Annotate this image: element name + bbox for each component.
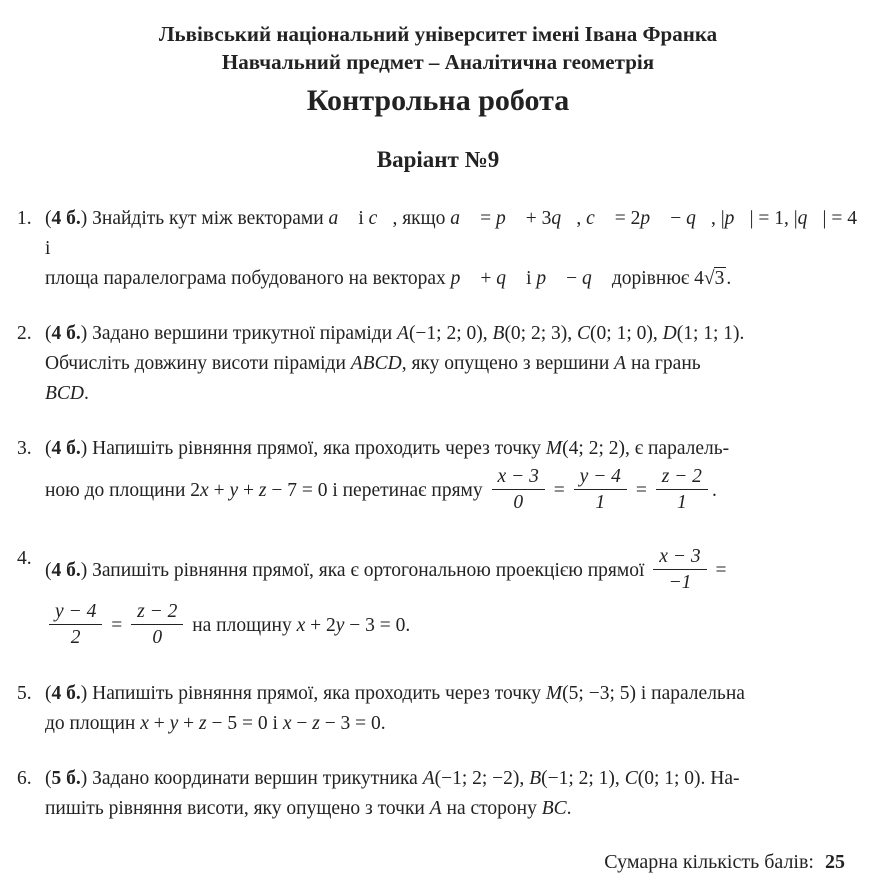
- math-fragment: A: [422, 768, 435, 789]
- problem-line: [45, 434, 859, 464]
- text-fragment: ,: [576, 208, 587, 229]
- university-name: Львівський національний університет імені Івана Франка: [158, 22, 718, 46]
- math-fragment: c⃗: [586, 208, 610, 229]
- text-fragment: , яку опущено з вершини: [401, 353, 615, 374]
- text-fragment: пишіть рівняння висоти, яку опущено з точки: [45, 798, 430, 819]
- text-fragment: і: [521, 268, 537, 289]
- text-fragment: (4; 2; 2), є паралель-: [562, 438, 730, 459]
- problem-line: [45, 349, 859, 379]
- fraction-denominator: 0: [131, 624, 183, 650]
- math-fragment: q⃗: [686, 208, 711, 229]
- math-fragment: q⃗: [496, 268, 522, 289]
- subject-line: Навчальний предмет – Аналітична геометрія: [221, 50, 655, 74]
- fraction: [131, 599, 183, 650]
- problem-line: [45, 544, 859, 599]
- math-fragment: M: [545, 438, 563, 459]
- text-fragment: =: [106, 614, 128, 636]
- fraction-numerator: y − 4: [579, 466, 621, 487]
- text-fragment: дорівнює 4: [606, 268, 704, 289]
- problem-number: 5.: [17, 683, 32, 704]
- text-fragment: + 3: [520, 208, 552, 229]
- math-fragment: x: [200, 479, 209, 501]
- fraction-numerator: z − 2: [137, 601, 178, 622]
- fraction: [656, 464, 708, 515]
- math-fragment: q⃗: [582, 268, 607, 289]
- problem: [17, 544, 859, 654]
- fraction-numerator: x − 3: [497, 466, 539, 487]
- text-fragment: | = 4 і: [45, 208, 857, 259]
- math-fragment: z: [258, 479, 267, 501]
- text-fragment: .: [566, 798, 572, 819]
- math-fragment: p⃗: [495, 208, 521, 229]
- points-value: 4 б.: [51, 323, 81, 344]
- math-fragment: p⃗: [536, 268, 562, 289]
- problem-line: [45, 204, 859, 264]
- fraction: [574, 464, 627, 515]
- text-fragment: (5; −3; 5) і паралельна: [562, 683, 745, 704]
- fraction-numerator: z − 2: [661, 466, 702, 487]
- fraction: [653, 544, 706, 595]
- text-fragment: .: [726, 268, 732, 289]
- text-fragment: (−1; 2; 0),: [408, 323, 493, 344]
- fraction-numerator: x − 3: [659, 546, 701, 567]
- sqrt-radicand: 3: [714, 268, 725, 289]
- math-fragment: M: [545, 683, 563, 704]
- text-fragment: − 5 = 0 і: [206, 713, 283, 734]
- fraction-denominator: −1: [653, 569, 706, 595]
- text-fragment: − 3 = 0.: [344, 614, 411, 636]
- points-value: 4 б.: [51, 438, 81, 459]
- points-value: 5 б.: [51, 768, 81, 789]
- text-fragment: =: [548, 479, 570, 501]
- footer-label: Сумарна кількість балів:: [604, 851, 814, 873]
- problem-line: [45, 379, 859, 409]
- fraction: [49, 599, 102, 650]
- points-value: 4 б.: [51, 559, 81, 581]
- math-fragment: p⃗: [640, 208, 666, 229]
- text-fragment: (1; 1; 1).: [676, 323, 745, 344]
- math-fragment: q⃗: [797, 208, 823, 229]
- problem-line: [45, 264, 859, 294]
- text-fragment: − 7 = 0 і перетинає пряму: [266, 479, 488, 501]
- text-fragment: (: [45, 768, 52, 789]
- text-fragment: .: [84, 383, 89, 404]
- text-fragment: (: [45, 559, 52, 581]
- text-fragment: +: [475, 268, 497, 289]
- math-fragment: y: [229, 479, 239, 501]
- math-fragment: a⃗: [450, 208, 476, 229]
- problem: [17, 679, 859, 739]
- text-fragment: (: [45, 438, 52, 459]
- math-fragment: c⃗: [368, 208, 393, 229]
- text-fragment: − 3 = 0.: [319, 713, 386, 734]
- text-fragment: (0; 1; 0),: [590, 323, 663, 344]
- footer: [17, 849, 859, 881]
- text-fragment: до площин: [45, 713, 141, 734]
- fraction-denominator: 1: [656, 489, 708, 515]
- problem-line: [45, 764, 859, 794]
- math-fragment: BCD: [45, 383, 84, 404]
- math-fragment: B: [529, 768, 542, 789]
- problem-content: [45, 204, 859, 294]
- text-fragment: (−1; 2; −2),: [434, 768, 530, 789]
- problem-content: [45, 544, 859, 654]
- problem-line: [45, 599, 859, 654]
- problem: [17, 764, 859, 824]
- text-fragment: +: [208, 479, 230, 501]
- text-fragment: ) Знайдіть кут між векторами: [80, 208, 329, 229]
- problem: [17, 319, 859, 409]
- fraction-numerator: y − 4: [55, 601, 97, 622]
- problem-line: [45, 679, 859, 709]
- text-fragment: −: [561, 268, 583, 289]
- document-title: Контрольна робота: [306, 84, 570, 117]
- text-fragment: ) Напишіть рівняння прямої, яка проходить через точку: [80, 683, 546, 704]
- points-value: 4 б.: [51, 208, 81, 229]
- math-fragment: A: [614, 353, 627, 374]
- text-fragment: −: [291, 713, 313, 734]
- problem-number: 6.: [17, 768, 32, 789]
- text-fragment: ) Задано координати вершин трикутника: [80, 768, 423, 789]
- radical-icon: √: [703, 268, 714, 289]
- text-fragment: +: [148, 713, 170, 734]
- text-fragment: | = 1, |: [749, 208, 798, 229]
- points-value: 4 б.: [51, 683, 81, 704]
- math-fragment: a⃗: [328, 208, 354, 229]
- problem-content: [45, 434, 859, 519]
- fraction-denominator: 1: [574, 489, 627, 515]
- text-fragment: −: [665, 208, 687, 229]
- problem-line: [45, 794, 859, 824]
- text-fragment: (−1; 2; 1),: [541, 768, 625, 789]
- problem-number: 1.: [17, 208, 32, 229]
- text-fragment: =: [475, 208, 496, 229]
- math-fragment: z: [199, 713, 207, 734]
- problem-number: 2.: [17, 323, 32, 344]
- math-fragment: q⃗: [551, 208, 577, 229]
- text-fragment: Обчисліть довжину висоти піраміди: [45, 353, 351, 374]
- math-fragment: BC: [541, 798, 567, 819]
- math-fragment: y: [169, 713, 179, 734]
- footer-value: 25: [825, 851, 845, 873]
- text-fragment: +: [178, 713, 200, 734]
- text-fragment: = 2: [609, 208, 641, 229]
- math-fragment: p⃗: [450, 268, 476, 289]
- text-fragment: на грань: [626, 353, 701, 374]
- text-fragment: на площину: [187, 614, 297, 636]
- math-fragment: A: [429, 798, 442, 819]
- math-fragment: p⃗: [724, 208, 750, 229]
- text-fragment: на сторону: [441, 798, 542, 819]
- math-fragment: z: [312, 713, 320, 734]
- text-fragment: ) Напишіть рівняння прямої, яка проходить через точку: [80, 438, 546, 459]
- document-header: [17, 20, 859, 174]
- problem-number: 4.: [17, 548, 32, 569]
- fraction-denominator: 2: [49, 624, 102, 650]
- fraction-denominator: 0: [492, 489, 545, 515]
- math-fragment: x: [282, 713, 292, 734]
- text-fragment: ною до площини 2: [45, 479, 201, 501]
- text-fragment: і: [353, 208, 369, 229]
- text-fragment: =: [710, 559, 727, 581]
- problem-line: [45, 464, 859, 519]
- problem-line: [45, 709, 859, 739]
- text-fragment: ) Задано вершини трикутної піраміди: [80, 323, 398, 344]
- text-fragment: (0; 1; 0). На-: [637, 768, 740, 789]
- problem: [17, 204, 859, 294]
- problem-list: [17, 204, 859, 849]
- problem-number: 3.: [17, 438, 32, 459]
- math-fragment: x: [296, 614, 306, 636]
- math-fragment: D: [662, 323, 677, 344]
- text-fragment: площа паралелограма побудованого на векторах: [45, 268, 451, 289]
- problem-content: [45, 764, 859, 824]
- math-fragment: B: [492, 323, 505, 344]
- text-fragment: , якщо: [392, 208, 451, 229]
- text-fragment: =: [630, 479, 652, 501]
- text-fragment: +: [238, 479, 259, 501]
- math-fragment: y: [335, 614, 345, 636]
- text-fragment: (: [45, 323, 52, 344]
- math-fragment: C: [624, 768, 638, 789]
- math-fragment: C: [577, 323, 591, 344]
- text-fragment: .: [711, 479, 717, 501]
- problem-content: [45, 319, 859, 409]
- math-fragment: A: [397, 323, 409, 344]
- problem-content: [45, 679, 859, 739]
- text-fragment: (: [45, 683, 52, 704]
- sqrt-expression: [704, 267, 726, 289]
- problem: [17, 434, 859, 519]
- math-fragment: ABCD: [350, 353, 402, 374]
- variant-title: Варіант №9: [376, 147, 500, 172]
- problem-line: [45, 319, 859, 349]
- text-fragment: (: [45, 208, 52, 229]
- text-fragment: + 2: [305, 614, 336, 636]
- math-fragment: x: [140, 713, 149, 734]
- fraction: [492, 464, 545, 515]
- text-fragment: , |: [710, 208, 725, 229]
- text-fragment: (0; 2; 3),: [504, 323, 578, 344]
- text-fragment: ) Запишіть рівняння прямої, яка є ортогональною проекцією прямої: [80, 559, 650, 581]
